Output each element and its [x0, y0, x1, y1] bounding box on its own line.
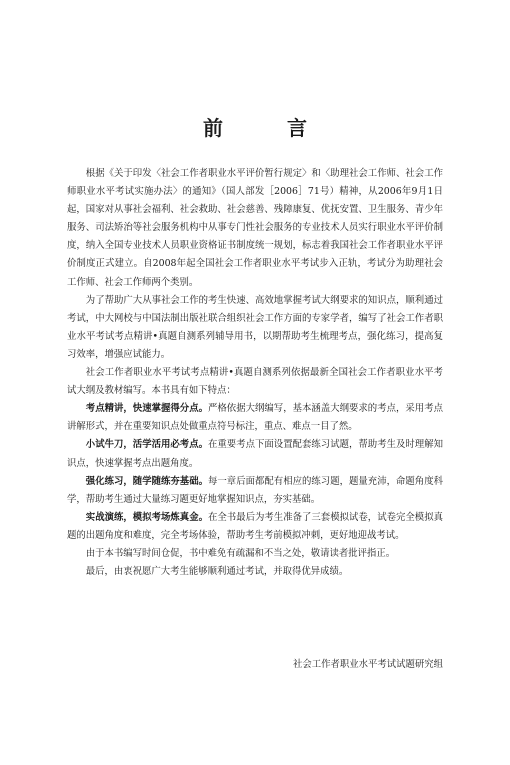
author-signature: 社会工作者职业水平考试试题研究组 — [292, 659, 443, 670]
paragraph-text: 为了帮助广大从事社会工作的考生快速、高效地掌握考试大纲要求的知识点，顺利通过考试，中大网校与中国法制出版社联合组织社会工作方面的专家学者，编写了社会工作者职业水平考试考点精讲•真题自测系列辅导用书，以期帮助考生梳理考点，强化练习，提高复习效率，增强应试能力。 — [67, 294, 443, 360]
paragraph-text: 最后，由衷祝愿广大考生能够顺利通过考试，并取得优异成绩。 — [85, 566, 349, 578]
paragraph-8 — [67, 545, 443, 563]
document-page — [67, 0, 443, 765]
paragraph-9 — [67, 563, 443, 581]
preface-body — [67, 165, 443, 581]
paragraph-lead: 强化练习，随学随练夯基础。 — [85, 475, 208, 487]
paragraph-text: 由于本书编写时间仓促，书中难免有疏漏和不当之处，敬请读者批评指正。 — [85, 547, 396, 559]
paragraph-lead: 小试牛刀，活学活用必考点。 — [85, 439, 208, 451]
paragraph-lead: 实战演练，模拟考场炼真金。 — [85, 511, 208, 523]
paragraph-7 — [67, 509, 443, 545]
paragraph-lead: 考点精讲，快速掌握得分点。 — [85, 403, 208, 415]
paragraph-text: 严格依据大纲编写，基本涵盖大纲要求的考点，采用考点讲解形式，并在重要知识点处做重点符号标注，重点、难点一目了然。 — [67, 403, 443, 433]
paragraph-4 — [67, 400, 443, 436]
paragraph-5 — [67, 436, 443, 472]
paragraph-text: 每一章后面都配有相应的练习题，题量充沛，命题角度科学，帮助考生通过大量练习题更好地掌握知识点，夯实基础。 — [67, 475, 443, 505]
paragraph-3 — [67, 364, 443, 400]
paragraph-text: 社会工作者职业水平考试考点精讲•真题自测系列依据最新全国社会工作者职业水平考试大纲及教材编写。本书具有如下特点： — [67, 367, 443, 397]
paragraph-text: 根据《关于印发〈社会工作者职业水平评价暂行规定〉和〈助理社会工作师、社会工作师职业水平考试实施办法〉的通知》（国人部发［2006］71号）精神，从2006年9月1日起，国家对从事社会福利、社会救助、社会慈善、残障康复、优抚安置、卫生服务、青少年服务、司法矫治等社会服务机构中从事专门性社会服务的专业技术人员实行职业水平评价制度，纳入全国专业技术人员职业资格证书制度统一规划，标志着我国社会工作者职业水平评价制度正式建立。自2008年起全国社会工作者职业水平考试步入正轨，考试分为助理社会工作师、社会工作师两个类别。 — [67, 168, 443, 288]
paragraph-6 — [67, 473, 443, 509]
page-title: 前 言 — [203, 116, 329, 140]
paragraph-text: 在全书最后为考生准备了三套模拟试卷，试卷完全模拟真题的出题角度和难度，完全考场体验，帮助考生考前模拟冲刺，更好地迎战考试。 — [67, 511, 443, 541]
paragraph-1 — [67, 165, 443, 292]
paragraph-2 — [67, 292, 443, 364]
paragraph-text: 在重要考点下面设置配套练习试题，帮助考生及时理解知识点，快速掌握考点出题角度。 — [67, 439, 443, 469]
